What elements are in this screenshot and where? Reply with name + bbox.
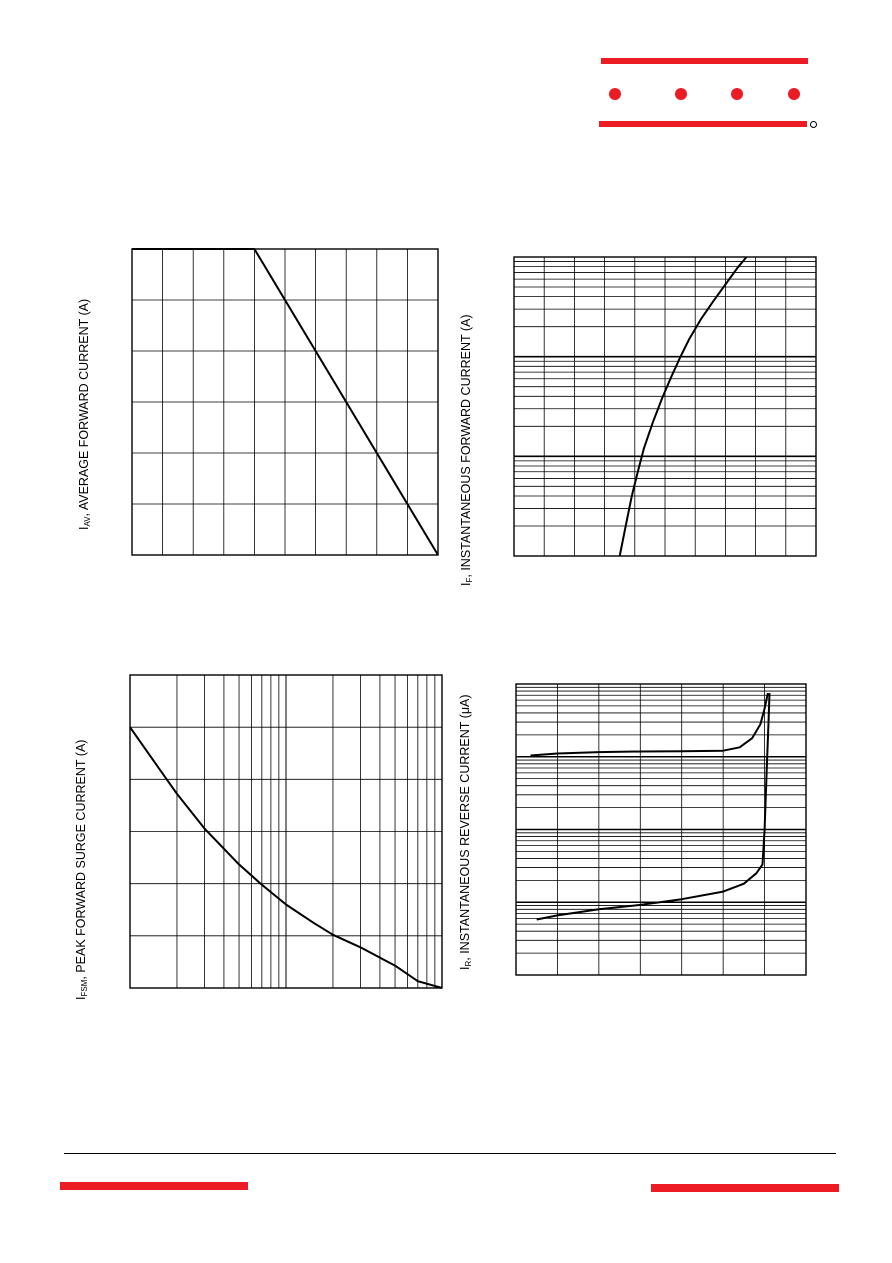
logo-dot xyxy=(609,88,621,100)
logo-top-bar xyxy=(601,58,808,64)
logo-bottom-bar xyxy=(599,121,807,127)
reverse-y-axis-label: $I_R$, INSTANTANEOUS REVERSE CURRENT (μA) xyxy=(458,694,473,970)
registered-mark-icon xyxy=(810,121,817,128)
logo-dot xyxy=(788,88,800,100)
footer-left-bar xyxy=(60,1182,248,1190)
forward-y-axis-label: $I_F$, INSTANTANEOUS FORWARD CURRENT (A) xyxy=(459,314,474,586)
footer-right-bar xyxy=(651,1184,839,1192)
logo-dot xyxy=(731,88,743,100)
forward-characteristic-chart xyxy=(514,257,816,556)
logo-dot xyxy=(675,88,687,100)
series-line xyxy=(531,693,768,755)
surge-y-axis-label: $I_{FSM}$, PEAK FORWARD SURGE CURRENT (A) xyxy=(74,739,89,1000)
derating-chart xyxy=(132,249,438,555)
surge-current-chart xyxy=(130,675,442,988)
series-line xyxy=(620,257,747,556)
series-line xyxy=(537,693,770,919)
footer-divider xyxy=(64,1153,836,1154)
derating-y-axis-label: $I_{AV}$, AVERAGE FORWARD CURRENT (A) xyxy=(77,298,92,530)
reverse-characteristic-chart xyxy=(516,684,806,975)
